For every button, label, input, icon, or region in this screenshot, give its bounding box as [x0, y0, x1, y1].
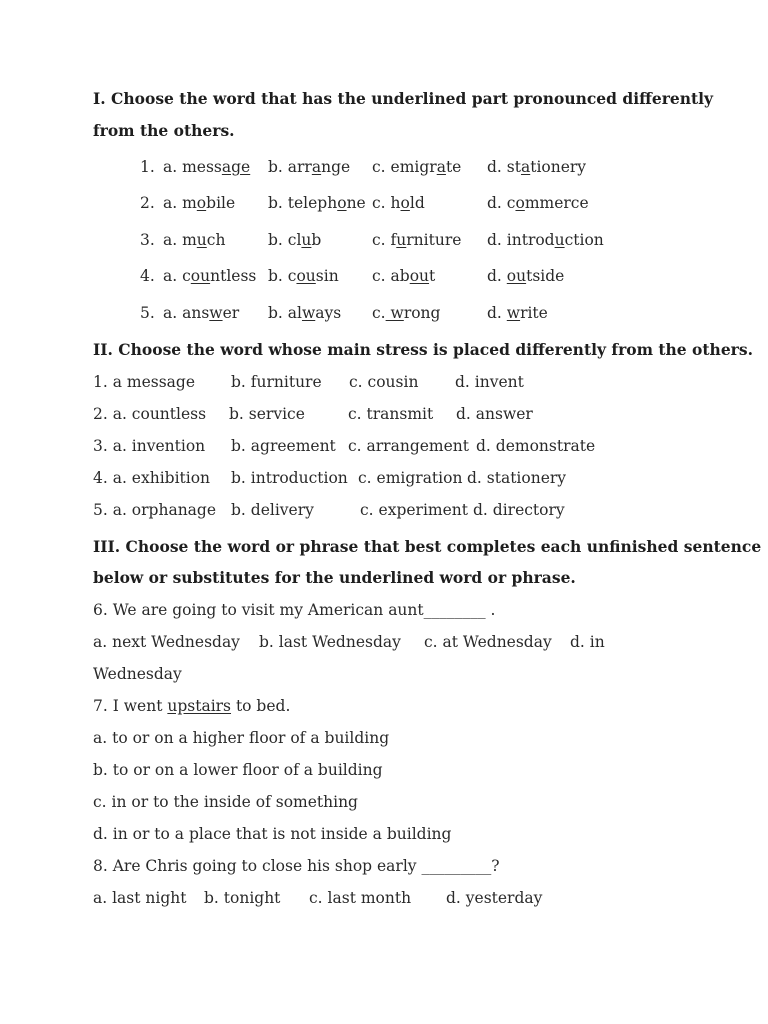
underlined-part: ou: [190, 267, 211, 285]
q8-option-d: d. yesterday: [446, 889, 543, 907]
q7-underlined: upstairs: [167, 697, 232, 715]
option-c: [372, 157, 461, 177]
underlined-part: a: [436, 158, 446, 176]
stress-option: 5. a. orphanage: [93, 501, 217, 519]
underlined-part: ou: [506, 267, 527, 285]
option-text: ld: [409, 194, 425, 212]
question-7: 7. I went upstairs to bed.: [93, 697, 291, 715]
option-a: [163, 157, 250, 177]
underlined-part: o: [400, 194, 410, 212]
q6-option-a: a. next Wednesday: [93, 633, 240, 651]
stress-option: 3. a. invention: [93, 437, 206, 455]
option-text: b. al: [268, 304, 302, 322]
stress-option: b. introduction: [231, 469, 348, 487]
question-6: 6. We are going to visit my American aunt________ .: [93, 601, 496, 619]
stress-option: b. agreement: [231, 437, 336, 455]
section-1-heading-line1: I. Choose the word that has the underlined part pronounced differently: [93, 89, 714, 108]
option-c: [372, 230, 461, 250]
option-text: a. ans: [163, 304, 210, 322]
q6-option-d-wrap: Wednesday: [93, 665, 182, 683]
item-number: 2.: [140, 194, 155, 212]
option-text: b: [311, 231, 322, 249]
stress-option: b. service: [229, 405, 305, 423]
q6-option-b: b. last Wednesday: [259, 633, 401, 651]
option-text: b. c: [268, 267, 297, 285]
option-text: d. c: [487, 194, 516, 212]
underlined-part: u: [301, 231, 312, 249]
underlined-part: w: [209, 304, 223, 322]
option-d: [487, 157, 586, 177]
option-text: d.: [487, 267, 507, 285]
option-a: [163, 303, 239, 323]
q8-option-c: c. last month: [309, 889, 412, 907]
option-b: [268, 266, 339, 286]
option-b: [268, 157, 350, 177]
q7-option-b: b. to or on a lower floor of a building: [93, 761, 383, 779]
option-text: a. m: [163, 231, 197, 249]
option-text: sin: [315, 267, 339, 285]
option-text: ntless: [210, 267, 257, 285]
option-c: [372, 303, 440, 323]
underlined-part: u: [396, 231, 407, 249]
underlined-part: w: [385, 304, 404, 322]
stress-option: d. directory: [473, 501, 565, 519]
underlined-part: ou: [409, 267, 430, 285]
option-text: te: [445, 158, 462, 176]
option-d: [487, 266, 564, 286]
option-d: [487, 193, 589, 213]
option-text: t: [429, 267, 436, 285]
option-text: c. h: [372, 194, 401, 212]
underlined-part: w: [301, 304, 316, 322]
option-a: [163, 230, 225, 250]
option-text: a. mess: [163, 158, 222, 176]
option-b: [268, 230, 321, 250]
q8-option-b: b. tonight: [204, 889, 281, 907]
underlined-part: w: [506, 304, 521, 322]
underlined-part: ou: [296, 267, 316, 285]
q6-option-d: d. in: [570, 633, 605, 651]
option-text: ne: [346, 194, 366, 212]
option-text: ction: [564, 231, 604, 249]
option-text: c. f: [372, 231, 397, 249]
option-a: [163, 193, 235, 213]
option-text: b. teleph: [268, 194, 338, 212]
option-c: [372, 266, 435, 286]
stress-option: b. furniture: [231, 373, 322, 391]
stress-option: c. transmit: [348, 405, 434, 423]
underlined-part: o: [196, 194, 207, 212]
stress-option: d. answer: [456, 405, 533, 423]
stress-option: c. arrangement: [348, 437, 469, 455]
stress-option: 4. a. exhibition: [93, 469, 211, 487]
q6-option-c: c. at Wednesday: [424, 633, 552, 651]
option-d: [487, 230, 604, 250]
item-number: 3.: [140, 231, 155, 249]
stress-option: c. cousin: [349, 373, 419, 391]
underlined-part: o: [515, 194, 525, 212]
underlined-part: a: [311, 158, 322, 176]
stress-option: d. invent: [455, 373, 524, 391]
option-text: c. emigr: [372, 158, 437, 176]
underlined-part: a: [520, 158, 531, 176]
option-text: d. st: [487, 158, 521, 176]
option-text: ch: [206, 231, 226, 249]
option-b: [268, 193, 366, 213]
option-a: [163, 266, 256, 286]
option-text: rite: [520, 304, 548, 322]
question-8: 8. Are Chris going to close his shop early _________?: [93, 857, 500, 875]
option-text: d. introd: [487, 231, 555, 249]
option-text: a. m: [163, 194, 197, 212]
stress-option: c. experiment: [360, 501, 468, 519]
option-text: ays: [315, 304, 342, 322]
item-number: 5.: [140, 304, 155, 322]
q7-option-a: a. to or on a higher floor of a building: [93, 729, 390, 747]
underlined-part: age: [221, 158, 251, 176]
option-text: a. c: [163, 267, 191, 285]
q7-option-d: d. in or to a place that is not inside a building: [93, 825, 452, 843]
stress-option: 1. a message: [93, 373, 195, 391]
section-3-heading-line1: III. Choose the word or phrase that best completes each unfinished sentence: [93, 537, 762, 556]
option-text: b. cl: [268, 231, 302, 249]
stress-option: c. emigration: [358, 469, 463, 487]
section-1-heading-line2: from the others.: [93, 121, 235, 140]
underlined-part: u: [554, 231, 565, 249]
option-text: rong: [403, 304, 441, 322]
q8-option-a: a. last night: [93, 889, 187, 907]
option-text: rniture: [406, 231, 462, 249]
option-text: er: [222, 304, 240, 322]
option-text: nge: [321, 158, 351, 176]
stress-option: b. delivery: [231, 501, 314, 519]
option-c: [372, 193, 425, 213]
section-3-heading-line2: below or substitutes for the underlined word or phrase.: [93, 568, 576, 587]
option-text: c. ab: [372, 267, 410, 285]
item-number: 4.: [140, 267, 155, 285]
stress-option: d. demonstrate: [476, 437, 596, 455]
option-text: bile: [206, 194, 236, 212]
option-text: b. arr: [268, 158, 312, 176]
option-text: d.: [487, 304, 507, 322]
stress-option: 2. a. countless: [93, 405, 207, 423]
item-number: 1.: [140, 158, 155, 176]
underlined-part: u: [196, 231, 207, 249]
option-text: tside: [526, 267, 565, 285]
underlined-part: o: [337, 194, 347, 212]
option-text: mmerce: [524, 194, 589, 212]
q7-option-c: c. in or to the inside of something: [93, 793, 358, 811]
option-text: c.: [372, 304, 386, 322]
option-text: tionery: [530, 158, 587, 176]
section-2-heading: II. Choose the word whose main stress is placed differently from the others.: [93, 340, 753, 359]
option-b: [268, 303, 341, 323]
stress-option: d. stationery: [467, 469, 567, 487]
option-d: [487, 303, 548, 323]
